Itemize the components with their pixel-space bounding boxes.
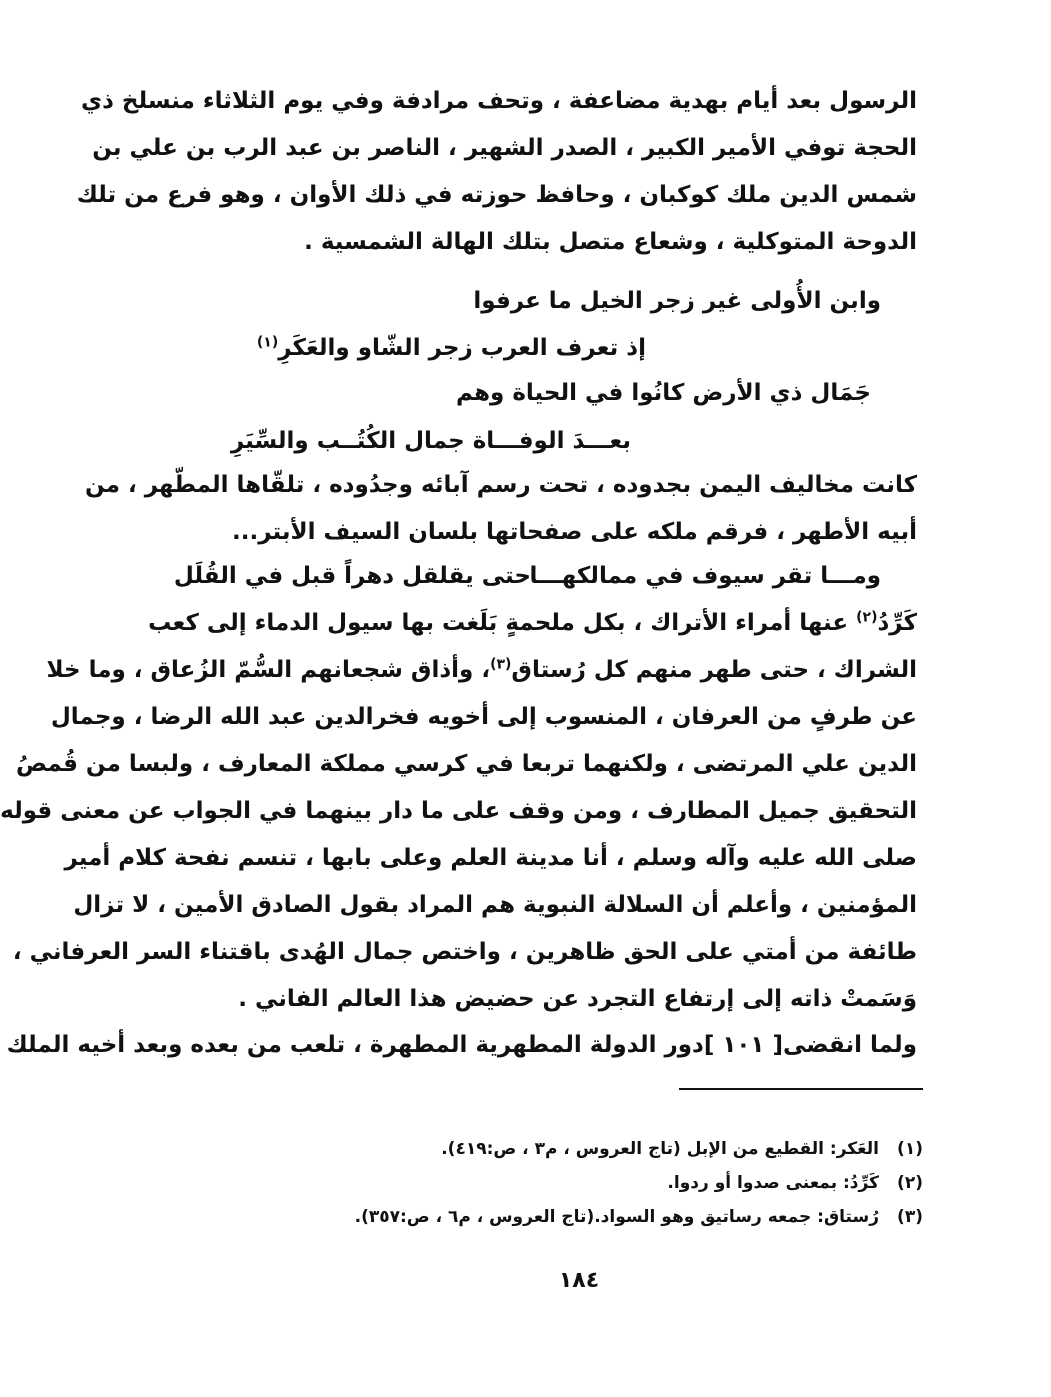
text-line: المؤمنين ، وأعلم أن السلالة النبوية هم المراد بقول الصادق الأمين ، لا تزال — [73, 892, 917, 918]
text-line: عن طرفٍ من العرفان ، المنسوب إلى أخويه فخرالدين عبد الله الرضا ، وجمال — [50, 704, 917, 730]
line-part: الشراك ، حتى طهر منهم كل رُستاق — [511, 657, 917, 683]
footnote-ref-1: (١) — [256, 334, 279, 351]
text-line: التحقيق جميل المطارف ، ومن وقف على ما دار بينهما في الجواب عن معنى قوله — [0, 798, 917, 824]
verse-3: جَمَال ذي الأرض كانُوا في الحياة وهم — [456, 380, 871, 406]
text-line: صلى الله عليه وآله وسلم ، أنا مدينة العلم وعلى بابها ، تنسم نفحة كلام أمير — [64, 845, 917, 871]
text-line: ولما انقضى[ ١٠١ ]دور الدولة المطهرية المطهرة ، تلعب من بعده وبعد أخيه الملك — [6, 1032, 917, 1058]
footnote-2 — [223, 1166, 923, 1200]
footnote-text: كَرِّدُ: بمعنى صدوا أو ردوا. — [667, 1173, 879, 1193]
text-line: الرسول بعد أيام بهدية مضاعفة ، وتحف مرادفة وفي يوم الثلاثاء منسلخ ذي — [81, 88, 917, 114]
page-number: ١٨٤ — [558, 1268, 600, 1293]
footnote-text: رُستاق: جمعه رساتيق وهو السواد.(تاج العروس ، م٦ ، ص:٣٥٧). — [354, 1207, 879, 1227]
footnote-ref-2: (٢) — [856, 609, 878, 626]
footnote-3 — [223, 1200, 923, 1234]
paragraph-4 — [6, 1022, 917, 1069]
paragraph-1 — [76, 78, 917, 266]
line-rest: عنها أمراء الأتراك ، بكل ملحمةٍ بَلَغت بها سيول الدماء إلى كعب — [148, 610, 857, 636]
verse-1: وابن الأُولى غير زجر الخيل ما عرفوا — [473, 288, 881, 314]
verse-4: بعـــدَ الوفـــاة جمال الكُتُــب والسِّيَرِ — [230, 428, 631, 454]
verse-2 — [257, 325, 646, 372]
verse-5-second-hemistich: حتى يقلقل دهراً قبل في القُلَل — [173, 563, 531, 589]
text-line: شمس الدين ملك كوكبان ، وحافظ حوزته في ذلك الأوان ، وهو فرع من تلك — [76, 182, 917, 208]
footnote-text: العَكر: القطيع من الإبل (تاج العروس ، م٣ ، ص:٤١٩). — [441, 1139, 879, 1159]
text-line: الحجة توفي الأمير الكبير ، الصدر الشهير ، الناصر بن عبد الرب بن علي بن — [92, 135, 917, 161]
first-word: كَرِّدُ — [877, 610, 917, 636]
footnote-ref-3: (٣) — [490, 656, 512, 673]
footnote-divider — [679, 1088, 923, 1090]
paragraph-2 — [85, 462, 917, 556]
text-line: أبيه الأطهر ، فرقم ملكه على صفحاتها بلسان السيف الأبتر... — [231, 519, 917, 545]
text-line: الدوحة المتوكلية ، وشعاع متصل بتلك الهالة الشمسية . — [304, 229, 917, 255]
footnote-number: (٣) — [897, 1207, 923, 1227]
footnote-1 — [223, 1132, 923, 1166]
footnotes — [223, 1132, 923, 1234]
paragraph-3 — [0, 600, 917, 1023]
footnote-number: (٢) — [897, 1173, 923, 1193]
text-line — [148, 600, 917, 647]
text-line: وَسَمتْ ذاته إلى إرتفاع التجرد عن حضيض هذا العالم الفاني . — [238, 986, 917, 1012]
text-line: طائفة من أمتي على الحق ظاهرين ، واختص جمال الهُدى باقتناء السر العرفاني ، — [12, 939, 917, 965]
text-line: الدين علي المرتضى ، ولكنهما تربعا في كرسي مملكة المعارف ، ولبسا من قُمصُ — [16, 751, 917, 777]
footnote-number: (١) — [897, 1139, 923, 1159]
text-line — [46, 647, 917, 694]
verse-5-first-hemistich: ومـــا تقر سيوف في ممالكهـــا — [529, 563, 881, 589]
verse-2-text: إذ تعرف العرب زجر الشّاو والعَكَرِ — [278, 335, 646, 361]
text-line: كانت مخاليف اليمن بجدوده ، تحت رسم آبائه وجدُوده ، تلقّاها المطّهر ، من — [85, 472, 917, 498]
line-part: ، وأذاق شجعانهم السُّمّ الزُعاق ، وما خلا — [46, 657, 491, 683]
